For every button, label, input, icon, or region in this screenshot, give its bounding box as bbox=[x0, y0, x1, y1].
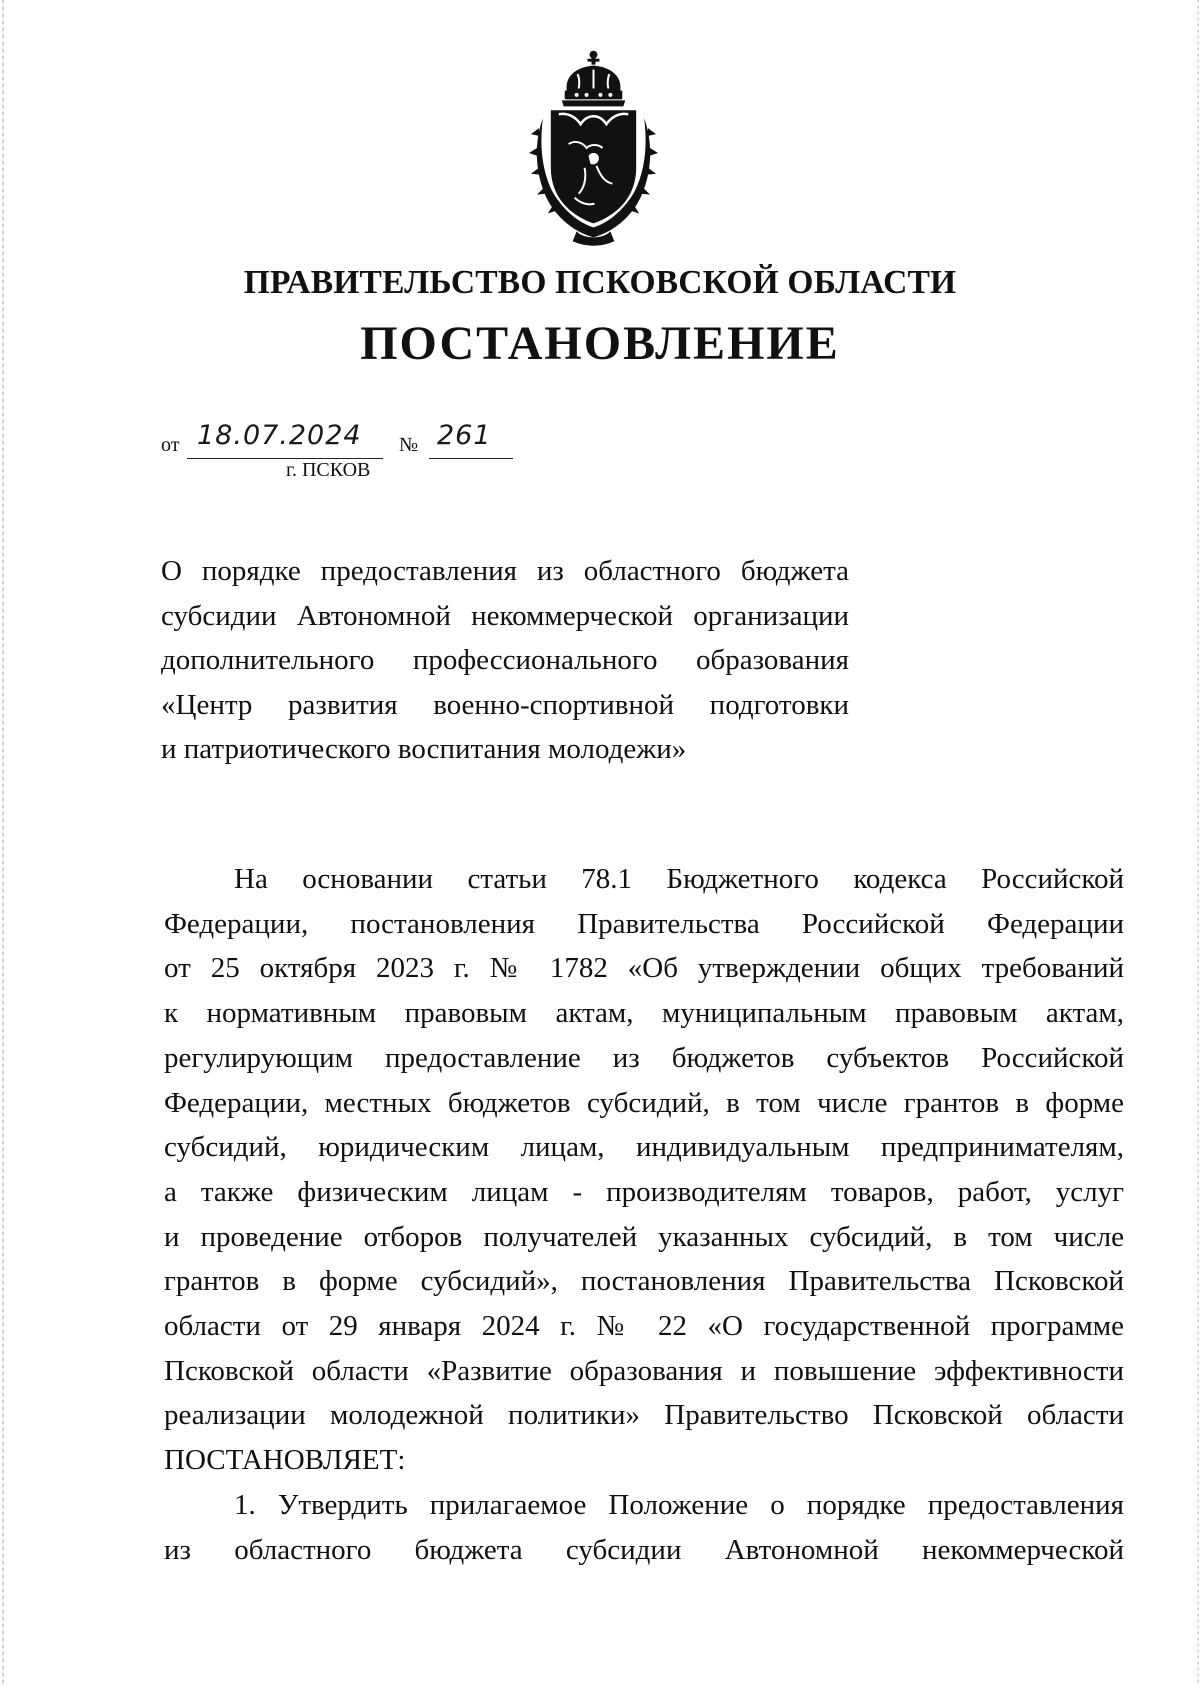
handwritten-date: 18.07.2024 bbox=[197, 420, 362, 451]
date-prefix: от bbox=[161, 434, 180, 456]
city: г. ПСКОВ bbox=[286, 459, 371, 481]
body-line: Федерации, постановления Правительства Российской Федерации bbox=[164, 907, 1124, 940]
body-line: регулирующим предоставление из бюджетов субъектов Российской bbox=[164, 1041, 1124, 1074]
scan-edge-right bbox=[1197, 0, 1199, 1686]
organization-name: ПРАВИТЕЛЬСТВО ПСКОВСКОЙ ОБЛАСТИ bbox=[243, 264, 957, 301]
number-underline bbox=[429, 458, 513, 459]
body-line: а также физическим лицам - производителям товаров, работ, услуг bbox=[164, 1175, 1124, 1208]
document-type: ПОСТАНОВЛЕНИЕ bbox=[360, 317, 840, 370]
title-line: и патриотического воспитания молодежи» bbox=[161, 733, 687, 766]
body-line: от 25 октября 2023 г. № 1782 «Об утверждении общих требований bbox=[164, 952, 1124, 985]
title-line: «Центр развития военно-спортивной подготовки bbox=[161, 688, 849, 721]
body-line: субсидий, юридическим лицам, индивидуальным предпринимателям, bbox=[164, 1131, 1124, 1164]
number-prefix: № bbox=[399, 434, 419, 456]
body-line: ПОСТАНОВЛЯЕТ: bbox=[164, 1444, 406, 1477]
body-line: 1. Утвердить прилагаемое Положение о порядке предоставления bbox=[234, 1488, 1124, 1521]
body-line: области от 29 января 2024 г. № 22 «О государственной программе bbox=[164, 1310, 1124, 1343]
handwritten-number: 261 bbox=[437, 420, 492, 451]
body-line: реализации молодежной политики» Правительство Псковской области bbox=[164, 1399, 1124, 1432]
body-line: из областного бюджета субсидии Автономной некоммерческой bbox=[164, 1533, 1124, 1566]
scan-edge-left bbox=[2, 0, 4, 1686]
body-line: и проведение отборов получателей указанных субсидий, в том числе bbox=[164, 1220, 1124, 1253]
document-title bbox=[161, 549, 849, 772]
body-line: грантов в форме субсидий», постановления Правительства Псковской bbox=[164, 1265, 1124, 1298]
document-body bbox=[164, 857, 1124, 1572]
body-line: На основании статьи 78.1 Бюджетного кодекса Российской bbox=[234, 863, 1124, 895]
body-line: к нормативным правовым актам, муниципальным правовым актам, bbox=[164, 997, 1124, 1030]
body-line: Псковской области «Развитие образования и повышение эффективности bbox=[164, 1354, 1124, 1387]
title-line: субсидии Автономной некоммерческой организации bbox=[161, 599, 849, 632]
title-line: О порядке предоставления из областного бюджета bbox=[161, 555, 849, 587]
coat-of-arms-icon bbox=[529, 48, 658, 248]
title-line: дополнительного профессионального образования bbox=[161, 644, 849, 677]
body-line: Федерации, местных бюджетов субсидий, в том числе грантов в форме bbox=[164, 1086, 1124, 1119]
